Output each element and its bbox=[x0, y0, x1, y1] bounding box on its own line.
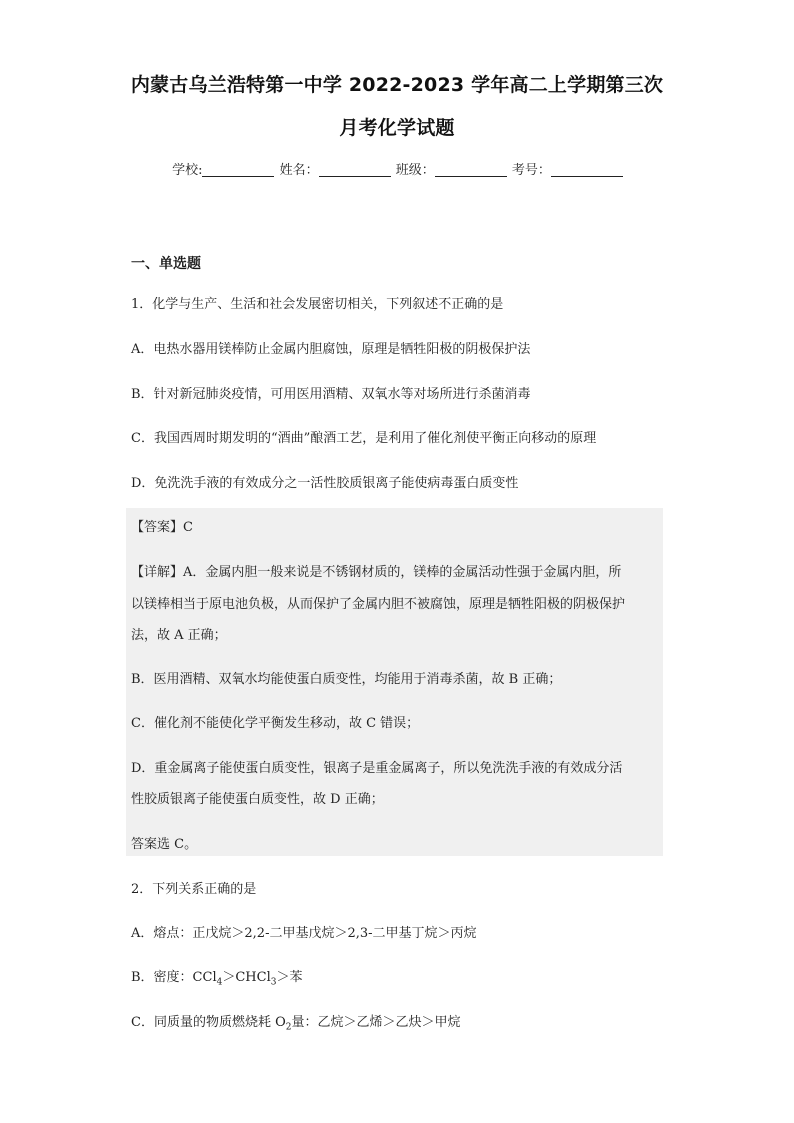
q1-detail-line: 法，故 A 正确； bbox=[131, 628, 227, 643]
section-title: 一、单选题 bbox=[131, 256, 201, 272]
q2-option-b-part: ＞苯 bbox=[276, 970, 303, 985]
q2-option-c-part: 量：乙烷＞乙烯＞乙炔＞甲烷 bbox=[291, 1015, 461, 1030]
q1-option-b: B．针对新冠肺炎疫情，可用医用酒精、双氧水等对场所进行杀菌消毒 bbox=[131, 387, 531, 402]
exam-number-blank bbox=[551, 162, 623, 177]
exam-title-line2: 月考化学试题 bbox=[339, 117, 455, 139]
class-blank bbox=[435, 162, 507, 177]
q2-option-c-part: C．同质量的物质燃烧耗 O bbox=[131, 1015, 286, 1030]
q2-option-c-subscript: 2 bbox=[285, 1022, 292, 1033]
q1-detail-line: 【详解】A．金属内胆一般来说是不锈钢材质的，镁棒的金属活动性强于金属内胆，所 bbox=[131, 565, 622, 580]
q2-stem: 2．下列关系正确的是 bbox=[131, 882, 257, 897]
school-blank bbox=[202, 162, 274, 177]
q1-option-d: D．免洗洗手液的有效成分之一活性胶质银离子能使病毒蛋白质变性 bbox=[131, 476, 519, 491]
q1-detail-line: 答案选 C。 bbox=[131, 837, 198, 852]
exam-title-line1: 内蒙古乌兰浩特第一中学 2022-2023 学年高二上学期第三次 bbox=[130, 74, 664, 96]
q2-option-a: A．熔点：正戊烷＞2,2-二甲基戊烷＞2,3-二甲基丁烷＞丙烷 bbox=[131, 926, 477, 941]
name-blank bbox=[319, 162, 391, 177]
q1-answer: 【答案】C bbox=[131, 520, 193, 535]
student-info-row bbox=[0, 159, 794, 178]
name-label: 姓名： bbox=[279, 163, 319, 178]
q2-option-b bbox=[131, 966, 302, 988]
q2-option-b-part: B．密度：CCl bbox=[131, 970, 217, 985]
q1-detail-line: D．重金属离子能使蛋白质变性，银离子是重金属离子，所以免洗洗手液的有效成分活 bbox=[131, 761, 623, 776]
q1-detail-line: 性胶质银离子能使蛋白质变性，故 D 正确； bbox=[131, 792, 384, 807]
class-label: 班级： bbox=[395, 163, 435, 178]
q1-option-a: A．电热水器用镁棒防止金属内胆腐蚀，原理是牺牲阳极的阴极保护法 bbox=[131, 342, 531, 357]
q1-option-c: C．我国西周时期发明的“酒曲”酿酒工艺，是利用了催化剂使平衡正向移动的原理 bbox=[131, 431, 597, 446]
q2-option-b-subscript: 4 bbox=[216, 977, 223, 988]
q1-detail-line: 以镁棒相当于原电池负极，从而保护了金属内胆不被腐蚀，原理是牺牲阳极的阴极保护 bbox=[131, 597, 626, 612]
q2-option-b-subscript: 3 bbox=[270, 977, 277, 988]
q1-detail-line: C．催化剂不能使化学平衡发生移动，故 C 错误； bbox=[131, 716, 420, 731]
school-label: 学校: bbox=[172, 163, 203, 178]
q1-stem: 1．化学与生产、生活和社会发展密切相关，下列叙述不正确的是 bbox=[131, 297, 504, 312]
q2-option-b-part: ＞CHCl bbox=[222, 970, 271, 985]
q1-detail-line: B．医用酒精、双氧水均能使蛋白质变性，均能用于消毒杀菌，故 B 正确； bbox=[131, 672, 562, 687]
exam-number-label: 考号： bbox=[511, 163, 551, 178]
q2-option-c bbox=[131, 1011, 461, 1033]
